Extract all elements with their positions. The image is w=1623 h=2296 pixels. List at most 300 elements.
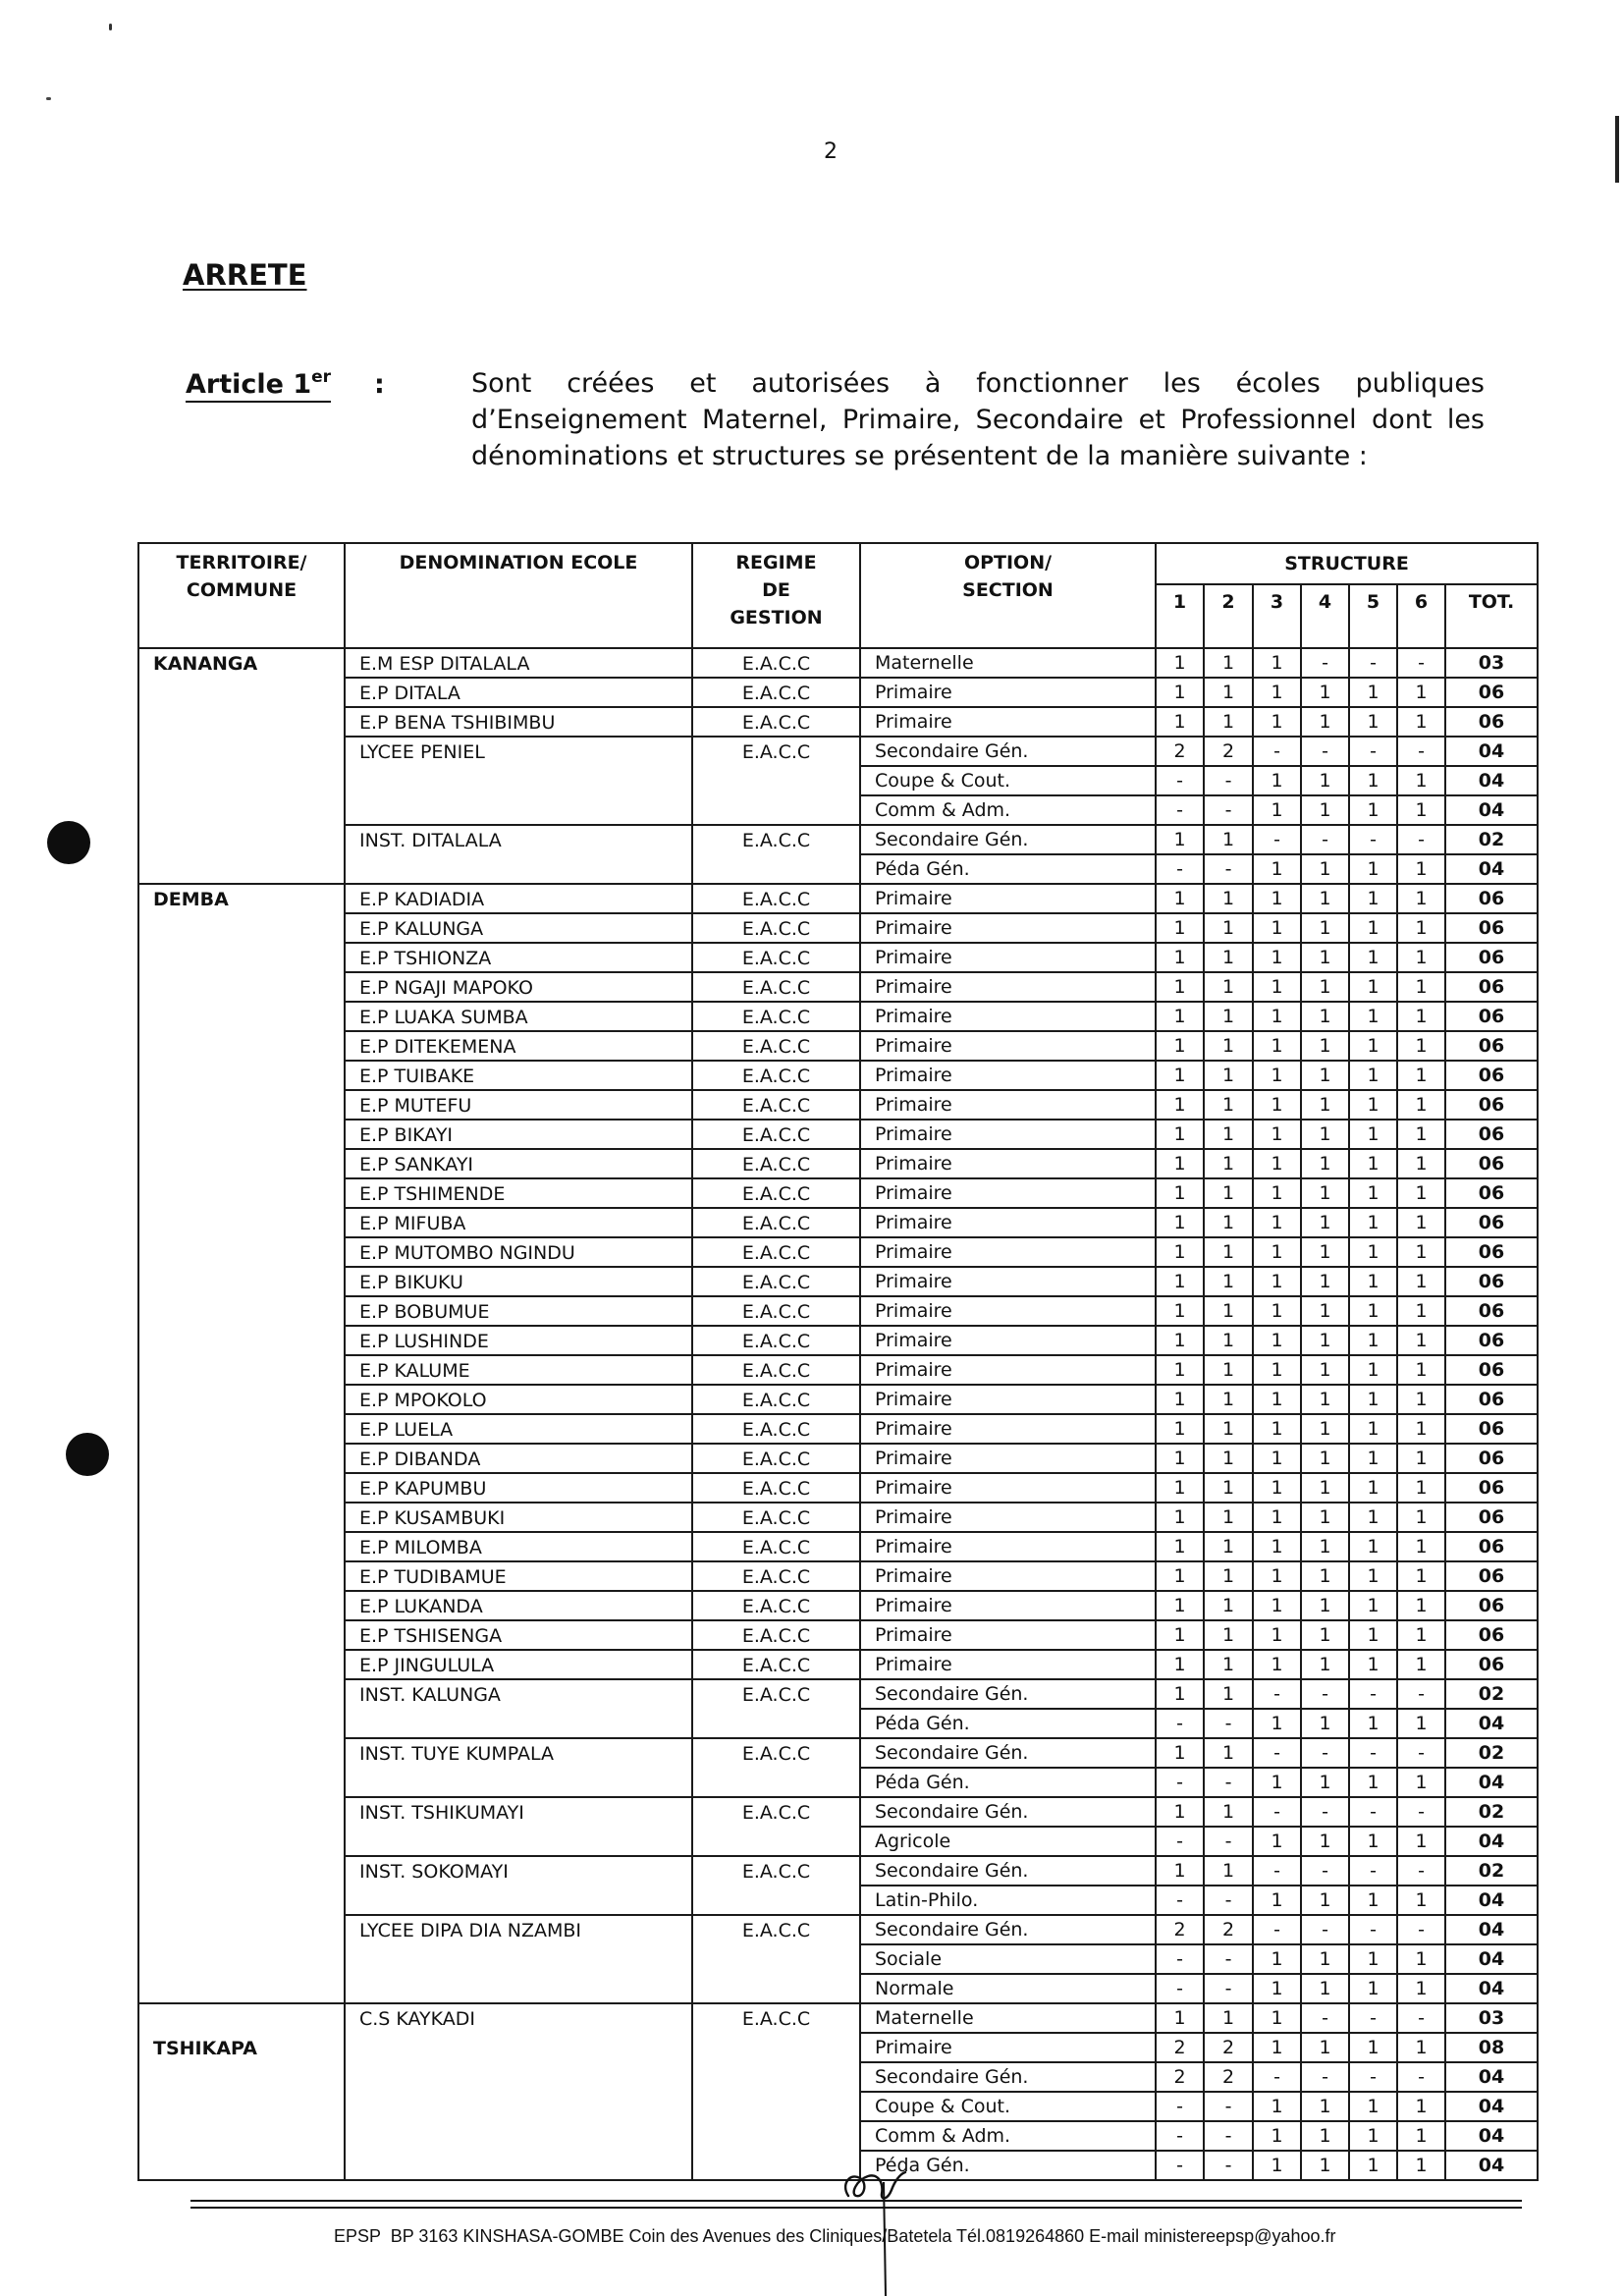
structure-cell: 1 <box>1349 1385 1397 1414</box>
structure-cell: 1 <box>1204 1797 1253 1827</box>
header-structure-col: 5 <box>1349 584 1397 648</box>
structure-cell: 2 <box>1204 2033 1253 2062</box>
structure-cell: 1 <box>1253 1944 1301 1974</box>
structure-cell: 1 <box>1156 1178 1204 1208</box>
structure-cell: 2 <box>1204 737 1253 766</box>
structure-cell: 1 <box>1204 1444 1253 1473</box>
option-cell: Secondaire Gén. <box>860 1679 1156 1709</box>
structure-cell: 1 <box>1301 913 1349 943</box>
school-name-cell: E.P TSHISENGA <box>345 1620 692 1650</box>
structure-cell: 1 <box>1204 707 1253 737</box>
structure-cell: - <box>1349 1915 1397 1944</box>
option-cell: Coupe & Cout. <box>860 2092 1156 2121</box>
structure-cell: 1 <box>1253 1414 1301 1444</box>
option-cell: Primaire <box>860 1267 1156 1296</box>
total-cell: 03 <box>1445 648 1538 678</box>
structure-cell: - <box>1253 1856 1301 1886</box>
total-cell: 06 <box>1445 1149 1538 1178</box>
regime-cell: E.A.C.C <box>692 884 860 913</box>
option-cell: Primaire <box>860 1561 1156 1591</box>
option-cell: Agricole <box>860 1827 1156 1856</box>
signature-mark <box>835 2160 913 2296</box>
table-row <box>138 1650 1538 1679</box>
school-name-cell: INST. DITALALA <box>345 825 692 884</box>
structure-cell: 1 <box>1397 1414 1445 1444</box>
structure-cell: - <box>1204 1974 1253 2003</box>
structure-cell: 1 <box>1349 2151 1397 2180</box>
structure-cell: 1 <box>1301 1267 1349 1296</box>
structure-cell: 1 <box>1301 884 1349 913</box>
structure-cell: 1 <box>1156 1120 1204 1149</box>
structure-cell: 1 <box>1301 678 1349 707</box>
total-cell: 04 <box>1445 2092 1538 2121</box>
structure-cell: 1 <box>1397 1149 1445 1178</box>
table-row <box>138 1296 1538 1326</box>
structure-cell: 1 <box>1204 825 1253 854</box>
regime-cell: E.A.C.C <box>692 1237 860 1267</box>
structure-cell: - <box>1301 825 1349 854</box>
regime-cell: E.A.C.C <box>692 1414 860 1444</box>
table-row <box>138 1503 1538 1532</box>
footer-address: EPSP BP 3163 KINSHASA-GOMBE Coin des Avenues des Cliniques/Batetela Tél.0819264860 E-mail ministereepsp@yahoo.fr <box>334 2226 1336 2246</box>
regime-cell: E.A.C.C <box>692 1561 860 1591</box>
structure-cell: 1 <box>1349 1944 1397 1974</box>
structure-cell: 1 <box>1349 1886 1397 1915</box>
structure-cell: 1 <box>1397 1002 1445 1031</box>
structure-cell: 1 <box>1349 1532 1397 1561</box>
structure-cell: 1 <box>1349 913 1397 943</box>
structure-cell: - <box>1349 2062 1397 2092</box>
structure-cell: 1 <box>1253 1650 1301 1679</box>
regime-cell: E.A.C.C <box>692 1002 860 1031</box>
structure-cell: - <box>1204 1886 1253 1915</box>
structure-cell: 1 <box>1156 1679 1204 1709</box>
total-cell: 06 <box>1445 1267 1538 1296</box>
structure-cell: 1 <box>1204 1149 1253 1178</box>
structure-cell: 1 <box>1397 943 1445 972</box>
total-cell: 04 <box>1445 795 1538 825</box>
regime-cell: E.A.C.C <box>692 1473 860 1503</box>
total-cell: 06 <box>1445 1090 1538 1120</box>
table-row <box>138 884 1538 913</box>
structure-cell: - <box>1301 2062 1349 2092</box>
structure-cell: 1 <box>1253 1532 1301 1561</box>
structure-cell: - <box>1204 1944 1253 1974</box>
total-cell: 06 <box>1445 1503 1538 1532</box>
structure-cell: 1 <box>1301 1296 1349 1326</box>
structure-cell: 1 <box>1253 1886 1301 1915</box>
structure-cell: 1 <box>1156 1620 1204 1650</box>
structure-cell: - <box>1301 1856 1349 1886</box>
table-row <box>138 1591 1538 1620</box>
punch-hole <box>66 1433 109 1476</box>
school-name-cell: E.P KALUNGA <box>345 913 692 943</box>
option-cell: Secondaire Gén. <box>860 1738 1156 1768</box>
structure-cell: - <box>1204 1709 1253 1738</box>
regime-cell: E.A.C.C <box>692 1385 860 1414</box>
total-cell: 04 <box>1445 1944 1538 1974</box>
total-cell: 06 <box>1445 1296 1538 1326</box>
structure-cell: 1 <box>1397 1120 1445 1149</box>
total-cell: 06 <box>1445 1031 1538 1061</box>
structure-cell: 1 <box>1397 1709 1445 1738</box>
table-row <box>138 678 1538 707</box>
option-cell: Primaire <box>860 1296 1156 1326</box>
table-row <box>138 1120 1538 1149</box>
structure-cell: 1 <box>1204 1061 1253 1090</box>
table-row <box>138 1178 1538 1208</box>
structure-cell: 1 <box>1253 795 1301 825</box>
structure-cell: 1 <box>1301 2033 1349 2062</box>
structure-cell: 2 <box>1204 2062 1253 2092</box>
option-cell: Primaire <box>860 1385 1156 1414</box>
structure-cell: 1 <box>1253 1178 1301 1208</box>
option-cell: Maternelle <box>860 648 1156 678</box>
total-cell: 04 <box>1445 1768 1538 1797</box>
school-name-cell: E.P SANKAYI <box>345 1149 692 1178</box>
table-row <box>138 943 1538 972</box>
paragraph-line: Sont créées et autorisées à fonctionner les écoles publiques <box>471 368 1485 399</box>
structure-cell: - <box>1397 1915 1445 1944</box>
table-row <box>138 1444 1538 1473</box>
structure-cell: - <box>1204 854 1253 884</box>
structure-cell: 1 <box>1301 1178 1349 1208</box>
structure-cell: 1 <box>1397 1620 1445 1650</box>
total-cell: 06 <box>1445 1355 1538 1385</box>
school-name-cell: E.P MIFUBA <box>345 1208 692 1237</box>
structure-cell: - <box>1156 766 1204 795</box>
structure-cell: 1 <box>1301 1090 1349 1120</box>
total-cell: 06 <box>1445 884 1538 913</box>
total-cell: 06 <box>1445 1385 1538 1414</box>
structure-cell: 1 <box>1156 1061 1204 1090</box>
structure-cell: 1 <box>1204 1326 1253 1355</box>
structure-cell: 1 <box>1301 1385 1349 1414</box>
structure-cell: 1 <box>1253 1267 1301 1296</box>
structure-cell: 1 <box>1156 913 1204 943</box>
structure-cell: 1 <box>1349 1444 1397 1473</box>
structure-cell: 1 <box>1204 2003 1253 2033</box>
structure-cell: 1 <box>1204 1473 1253 1503</box>
structure-cell: 1 <box>1253 943 1301 972</box>
regime-cell: E.A.C.C <box>692 1532 860 1561</box>
structure-cell: 1 <box>1301 1444 1349 1473</box>
structure-cell: - <box>1156 795 1204 825</box>
school-name-cell: E.P MUTOMBO NGINDU <box>345 1237 692 1267</box>
structure-cell: 1 <box>1301 795 1349 825</box>
structure-cell: 1 <box>1204 1591 1253 1620</box>
structure-cell: 1 <box>1253 1620 1301 1650</box>
structure-cell: 1 <box>1349 707 1397 737</box>
structure-cell: 1 <box>1349 1120 1397 1149</box>
structure-cell: 1 <box>1204 1414 1253 1444</box>
territoire-cell: KANANGA <box>138 648 345 884</box>
structure-cell: - <box>1253 2062 1301 2092</box>
structure-cell: - <box>1204 1768 1253 1797</box>
structure-cell: 1 <box>1253 1120 1301 1149</box>
structure-cell: 1 <box>1253 1473 1301 1503</box>
regime-cell: E.A.C.C <box>692 1738 860 1797</box>
total-cell: 06 <box>1445 1326 1538 1355</box>
structure-cell: 1 <box>1301 943 1349 972</box>
table-row <box>138 1738 1538 1768</box>
option-cell: Primaire <box>860 1591 1156 1620</box>
structure-cell: 1 <box>1156 1355 1204 1385</box>
structure-cell: 1 <box>1156 972 1204 1002</box>
school-name-cell: E.P BOBUMUE <box>345 1296 692 1326</box>
structure-cell: 1 <box>1204 1738 1253 1768</box>
table-row <box>138 1915 1538 1944</box>
total-cell: 06 <box>1445 1414 1538 1444</box>
structure-cell: 1 <box>1301 1620 1349 1650</box>
option-cell: Péda Gén. <box>860 1709 1156 1738</box>
table-row <box>138 737 1538 766</box>
structure-cell: 1 <box>1349 1503 1397 1532</box>
structure-cell: 1 <box>1156 1208 1204 1237</box>
regime-cell: E.A.C.C <box>692 1591 860 1620</box>
structure-cell: 1 <box>1156 825 1204 854</box>
structure-cell: 1 <box>1253 1031 1301 1061</box>
structure-cell: 1 <box>1397 766 1445 795</box>
regime-cell: E.A.C.C <box>692 1650 860 1679</box>
scan-speck <box>109 24 112 30</box>
school-name-cell: E.P MILOMBA <box>345 1532 692 1561</box>
school-name-cell: E.P DIBANDA <box>345 1444 692 1473</box>
option-cell: Primaire <box>860 1208 1156 1237</box>
structure-cell: 1 <box>1397 1561 1445 1591</box>
option-cell: Primaire <box>860 943 1156 972</box>
table-row <box>138 1414 1538 1444</box>
structure-cell: 1 <box>1349 1031 1397 1061</box>
option-cell: Primaire <box>860 1326 1156 1355</box>
regime-cell: E.A.C.C <box>692 1267 860 1296</box>
option-cell: Primaire <box>860 1090 1156 1120</box>
structure-cell: - <box>1349 648 1397 678</box>
structure-cell: - <box>1397 2003 1445 2033</box>
structure-cell: 1 <box>1301 972 1349 1002</box>
structure-cell: 1 <box>1156 1326 1204 1355</box>
structure-cell: - <box>1156 1827 1204 1856</box>
total-cell: 04 <box>1445 766 1538 795</box>
header-line: SECTION <box>962 579 1054 601</box>
structure-cell: - <box>1301 2003 1349 2033</box>
total-cell: 06 <box>1445 1473 1538 1503</box>
header-regime <box>692 543 860 648</box>
structure-cell: 1 <box>1253 1090 1301 1120</box>
option-cell: Primaire <box>860 1061 1156 1090</box>
structure-cell: 1 <box>1156 1532 1204 1561</box>
structure-cell: 1 <box>1253 1208 1301 1237</box>
total-cell: 04 <box>1445 854 1538 884</box>
decree-heading: ARRETE <box>183 258 307 292</box>
structure-cell: 1 <box>1349 1296 1397 1326</box>
structure-cell: 1 <box>1349 884 1397 913</box>
school-name-cell: E.P TSHIMENDE <box>345 1178 692 1208</box>
structure-cell: 1 <box>1253 1561 1301 1591</box>
option-cell: Primaire <box>860 2033 1156 2062</box>
page-number: 2 <box>824 139 838 164</box>
structure-cell: 1 <box>1156 2003 1204 2033</box>
structure-cell: 1 <box>1156 1031 1204 1061</box>
structure-cell: 1 <box>1253 1768 1301 1797</box>
structure-cell: 1 <box>1301 854 1349 884</box>
total-cell: 04 <box>1445 2151 1538 2180</box>
structure-cell: 1 <box>1253 1444 1301 1473</box>
structure-cell: 1 <box>1156 1797 1204 1827</box>
regime-cell: E.A.C.C <box>692 1326 860 1355</box>
structure-cell: 1 <box>1349 2121 1397 2151</box>
structure-cell: 1 <box>1253 648 1301 678</box>
structure-cell: 1 <box>1156 1414 1204 1444</box>
structure-cell: 1 <box>1301 1208 1349 1237</box>
total-cell: 06 <box>1445 1178 1538 1208</box>
option-cell: Primaire <box>860 1355 1156 1385</box>
structure-cell: 1 <box>1349 2033 1397 2062</box>
structure-cell: - <box>1156 2121 1204 2151</box>
structure-cell: 1 <box>1301 766 1349 795</box>
option-cell: Normale <box>860 1974 1156 2003</box>
structure-cell: 1 <box>1301 1326 1349 1355</box>
structure-cell: 1 <box>1349 1002 1397 1031</box>
total-cell: 03 <box>1445 2003 1538 2033</box>
structure-cell: 1 <box>1253 1149 1301 1178</box>
school-name-cell: E.P MUTEFU <box>345 1090 692 1120</box>
option-cell: Péda Gén. <box>860 1768 1156 1797</box>
structure-cell: 1 <box>1349 1473 1397 1503</box>
table-row <box>138 972 1538 1002</box>
structure-cell: - <box>1156 854 1204 884</box>
total-cell: 04 <box>1445 1915 1538 1944</box>
structure-cell: 1 <box>1397 2033 1445 2062</box>
structure-cell: 1 <box>1156 707 1204 737</box>
structure-cell: 1 <box>1301 1120 1349 1149</box>
structure-cell: - <box>1397 1856 1445 1886</box>
regime-cell: E.A.C.C <box>692 943 860 972</box>
structure-cell: 1 <box>1397 913 1445 943</box>
paragraph-line: dénominations et structures se présentent de la manière suivante : <box>471 441 1368 471</box>
structure-cell: - <box>1349 1679 1397 1709</box>
option-cell: Primaire <box>860 972 1156 1002</box>
article-label-superscript: er <box>311 367 332 387</box>
structure-cell: 1 <box>1204 1679 1253 1709</box>
table-row <box>138 1679 1538 1709</box>
total-cell: 06 <box>1445 913 1538 943</box>
structure-cell: 1 <box>1253 2121 1301 2151</box>
structure-cell: 1 <box>1397 1827 1445 1856</box>
structure-cell: 1 <box>1397 1237 1445 1267</box>
regime-cell: E.A.C.C <box>692 1090 860 1120</box>
scan-speck <box>46 97 51 100</box>
structure-cell: 1 <box>1253 707 1301 737</box>
structure-cell: 1 <box>1349 943 1397 972</box>
structure-cell: 1 <box>1349 972 1397 1002</box>
header-row <box>138 543 1538 584</box>
structure-cell: 1 <box>1253 1385 1301 1414</box>
total-cell: 04 <box>1445 2062 1538 2092</box>
structure-cell: 1 <box>1397 678 1445 707</box>
header-total: TOT. <box>1445 584 1538 648</box>
school-name-cell: LYCEE DIPA DIA NZAMBI <box>345 1915 692 2003</box>
structure-cell: 1 <box>1301 707 1349 737</box>
structure-cell: 2 <box>1156 1915 1204 1944</box>
structure-cell: 1 <box>1253 1237 1301 1267</box>
structure-cell: 1 <box>1156 648 1204 678</box>
header-line: TERRITOIRE/ <box>176 552 307 574</box>
structure-cell: 1 <box>1204 1178 1253 1208</box>
structure-cell: - <box>1253 1738 1301 1768</box>
option-cell: Primaire <box>860 1503 1156 1532</box>
structure-cell: 1 <box>1204 1237 1253 1267</box>
option-cell: Secondaire Gén. <box>860 1915 1156 1944</box>
total-cell: 02 <box>1445 1856 1538 1886</box>
school-name-cell: E.P BIKAYI <box>345 1120 692 1149</box>
school-name-cell: E.P LUELA <box>345 1414 692 1444</box>
structure-cell: 1 <box>1301 1031 1349 1061</box>
structure-cell: 1 <box>1253 678 1301 707</box>
structure-cell: 1 <box>1397 1267 1445 1296</box>
total-cell: 04 <box>1445 2121 1538 2151</box>
structure-cell: 1 <box>1301 1650 1349 1679</box>
school-name-cell: LYCEE PENIEL <box>345 737 692 825</box>
structure-cell: 1 <box>1204 678 1253 707</box>
regime-cell: E.A.C.C <box>692 1149 860 1178</box>
structure-cell: 1 <box>1349 1326 1397 1355</box>
structure-cell: 1 <box>1156 678 1204 707</box>
structure-cell: 1 <box>1397 1385 1445 1414</box>
structure-cell: 1 <box>1204 913 1253 943</box>
total-cell: 06 <box>1445 1620 1538 1650</box>
option-cell: Comm & Adm. <box>860 2121 1156 2151</box>
structure-cell: 1 <box>1301 2092 1349 2121</box>
table-row <box>138 825 1538 854</box>
total-cell: 06 <box>1445 1208 1538 1237</box>
structure-cell: 1 <box>1301 1355 1349 1385</box>
structure-cell: 1 <box>1253 854 1301 884</box>
table-row <box>138 1090 1538 1120</box>
structure-cell: - <box>1397 2062 1445 2092</box>
regime-cell: E.A.C.C <box>692 1178 860 1208</box>
schools-table <box>137 542 1539 2181</box>
total-cell: 02 <box>1445 1738 1538 1768</box>
table-row <box>138 913 1538 943</box>
structure-cell: 1 <box>1397 1473 1445 1503</box>
option-cell: Primaire <box>860 884 1156 913</box>
structure-cell: 1 <box>1349 766 1397 795</box>
structure-cell: 1 <box>1253 1002 1301 1031</box>
regime-cell: E.A.C.C <box>692 913 860 943</box>
structure-cell: 1 <box>1253 1061 1301 1090</box>
header-line: DE <box>762 579 790 601</box>
option-cell: Secondaire Gén. <box>860 825 1156 854</box>
structure-cell: 1 <box>1397 795 1445 825</box>
regime-cell: E.A.C.C <box>692 1355 860 1385</box>
table-row <box>138 707 1538 737</box>
regime-cell: E.A.C.C <box>692 1915 860 2003</box>
structure-cell: 1 <box>1253 1709 1301 1738</box>
structure-cell: 1 <box>1349 1061 1397 1090</box>
table-row <box>138 1856 1538 1886</box>
total-cell: 06 <box>1445 1591 1538 1620</box>
regime-cell: E.A.C.C <box>692 972 860 1002</box>
school-name-cell: INST. SOKOMAYI <box>345 1856 692 1915</box>
structure-cell: 1 <box>1253 1503 1301 1532</box>
school-name-cell: E.P NGAJI MAPOKO <box>345 972 692 1002</box>
header-territoire <box>138 543 345 648</box>
header-structure-col: 3 <box>1253 584 1301 648</box>
regime-cell: E.A.C.C <box>692 1031 860 1061</box>
structure-cell: 1 <box>1156 1856 1204 1886</box>
option-cell: Primaire <box>860 1620 1156 1650</box>
